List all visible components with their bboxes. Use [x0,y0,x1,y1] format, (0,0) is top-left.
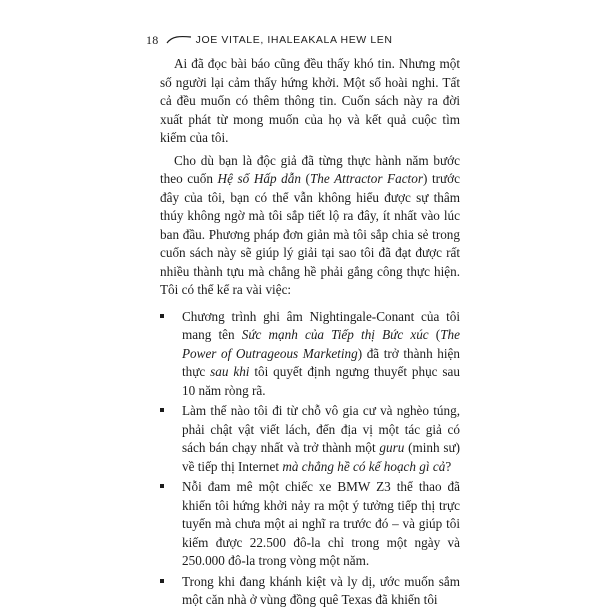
bullet-icon [160,314,164,318]
text-run: Chương trình ghi âm Nightingale-Conant của tôi mang tên [182,308,460,342]
list-item [182,478,460,571]
text-run: Cho dù bạn là độc giả đã từng thực hành năm bước theo cuốn [160,152,460,186]
text-run: ( [428,327,441,342]
text-run: ? [445,458,452,474]
italic-text: guru [379,440,405,455]
text-run: (minh sư) về tiếp thị Internet [182,440,460,474]
text-run: ) trước đây của tôi, bạn có thể vẫn không hiểu được sự thâm thúy không ngờ mà tôi sắp tiết lộ ra đây, ít nhất vào lúc ban đầu. Phương pháp đơn giản mà tôi sắp chia sẻ trong cuốn sách này sẽ giúp lý giải tại sao tôi đã đạt được rất nhiều thành tựu mà chẳng hề phải gắng công thực hiện. Tôi có thể kể ra vài việc: [160,171,460,297]
page-header [146,33,466,47]
italic-text: Sức mạnh của Tiếp thị Bức xúc [241,327,429,342]
text-run: Nỗi đam mê một chiếc xe BMW Z3 thể thao đã khiến tôi hứng khởi nảy ra một ý tưởng tiếp thị trực tuyến mà chưa một ai nghĩ ra trước đó – và giúp tôi kiếm được 22.500 đô-la chỉ trong một ngày và 250.000 đô-la trong vòng một năm. [182,479,460,568]
text-run: tôi quyết định ngưng thuyết phục sau 10 năm ròng rã. [182,364,460,398]
text-run: Ai đã đọc bài báo cũng đều thấy khó tin. Nhưng một số người lại cảm thấy hứng khởi. Một số hoài nghi. Tất cả đều muốn có thêm thông tin. Cuốn sách này ra đời xuất phát từ mong muốn của họ và kết quả cuộc tìm kiếm của tôi. [160,56,460,145]
bullet-icon [160,408,164,412]
paragraph [160,55,460,148]
italic-text: mà chẳng hề có kế hoạch gì cả [282,458,446,474]
italic-text: Hệ số Hấp dẫn [217,171,301,186]
page-number: 18 [146,32,159,47]
bullet-list [160,308,460,610]
text-run: Trong khi đang khánh kiệt và ly dị, ước muốn sắm một căn nhà ở vùng đồng quê Texas đã khiến tôi [182,573,460,607]
paragraph [160,152,460,300]
list-item [182,573,460,610]
italic-text: The Power of Outrageous Marketing [182,327,460,361]
paragraphs [160,55,460,300]
bullet-icon [160,484,164,488]
text-run: ( [300,171,310,186]
ornament-curl-icon [166,35,192,45]
text-run: ) đã trở thành hiện thực [182,345,460,379]
list-item [182,308,460,401]
italic-text: sau khi [210,364,250,379]
italic-text: The Attractor Factor [309,171,423,186]
body-text [160,55,460,612]
running-head: JOE VITALE, IHALEAKALA HEW LEN [195,34,393,46]
text-run: Làm thế nào tôi đi từ chỗ vô gia cư và nghèo túng, phải chật vật viết lách, đến địa vị một tác giả có sách bán chạy nhất và trở thành một [182,403,460,455]
bullet-icon [160,579,164,583]
list-item [182,402,460,476]
